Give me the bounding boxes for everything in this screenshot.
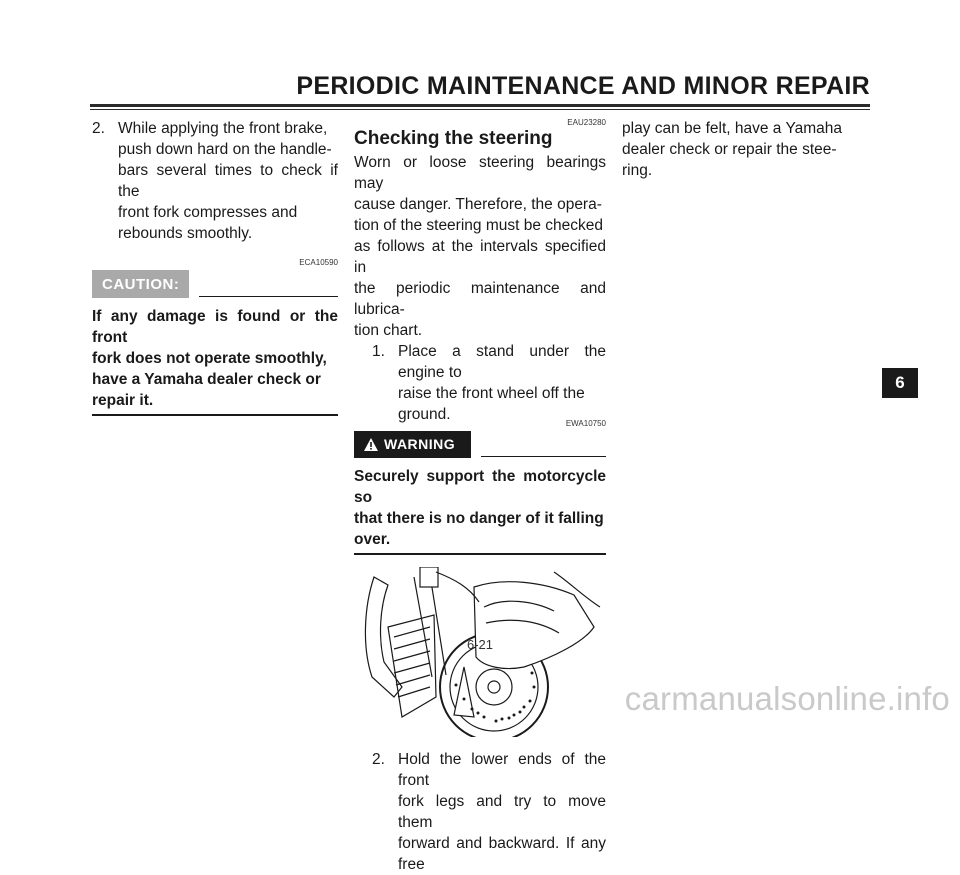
steering-step-2	[372, 749, 606, 875]
continued-paragraph	[622, 118, 872, 181]
caution-text	[92, 306, 338, 411]
chapter-tab: 6	[882, 368, 918, 398]
step-line: bars several times to check if the	[118, 162, 338, 200]
page-header-title: PERIODIC MAINTENANCE AND MINOR REPAIR	[296, 72, 870, 100]
page-number: 6-21	[466, 637, 494, 652]
intro-line: as follows at the intervals specified in	[354, 238, 606, 276]
step-number: 2.	[92, 120, 105, 137]
step-line: raise the front wheel off the	[398, 385, 585, 402]
step-line: Hold the lower ends of the front	[398, 750, 606, 789]
warning-line: Securely support the motorcycle so	[354, 468, 606, 506]
warning-line: that there is no danger of it falling	[354, 510, 604, 527]
caution-end-rule	[92, 414, 338, 416]
step-line: rebounds smoothly.	[118, 225, 253, 242]
caution-bar-line	[199, 296, 338, 298]
header-rule	[90, 104, 870, 107]
header-rule-thin	[90, 109, 870, 110]
step-line: ground.	[398, 406, 451, 423]
step-line: push down hard on the handle-	[118, 141, 332, 158]
continued-line: ring.	[622, 162, 653, 179]
step-line: forward and backward. If any free	[398, 834, 606, 873]
intro-line: tion of the steering must be checked	[354, 217, 604, 234]
continued-line: dealer check or repair the stee-	[622, 141, 837, 158]
right-column	[622, 118, 872, 181]
warning-label-box	[354, 431, 471, 458]
section-code: EAU23280	[567, 118, 606, 127]
intro-line: the periodic maintenance and lubrica-	[354, 280, 606, 318]
warning-label: WARNING	[384, 436, 456, 452]
left-column	[92, 118, 338, 416]
steering-step-1	[372, 341, 606, 425]
caution-label: CAUTION:	[92, 270, 189, 298]
intro-line: cause danger. Therefore, the opera-	[354, 196, 602, 213]
caution-line: have a Yamaha dealer check or	[92, 371, 321, 388]
step-text	[398, 341, 606, 425]
caution-line: repair it.	[92, 392, 154, 409]
section-heading: Checking the steering	[354, 128, 553, 149]
warning-line: over.	[354, 531, 391, 548]
step-text	[398, 749, 606, 875]
warning-bar-line	[481, 456, 606, 458]
intro-line: Worn or loose steering bearings may	[354, 154, 606, 192]
step-line: fork legs and try to move them	[398, 792, 606, 831]
step-line: While applying the front brake,	[118, 120, 328, 137]
step-number: 2.	[372, 750, 385, 768]
step-line: front fork compresses and	[118, 204, 298, 221]
step-number: 1.	[372, 343, 385, 360]
watermark: carmanualsonline.info	[624, 680, 950, 717]
caution-bar	[92, 270, 338, 298]
caution-line: If any damage is found or the front	[92, 308, 338, 346]
warning-text	[354, 466, 606, 550]
step-text	[118, 118, 338, 244]
caution-line: fork does not operate smoothly,	[92, 350, 327, 367]
intro-paragraph	[354, 152, 606, 341]
middle-column	[354, 118, 606, 875]
fork-check-step-2	[92, 118, 338, 244]
warning-triangle-icon	[364, 438, 378, 451]
warning-bar	[354, 431, 606, 458]
continued-line: play can be felt, have a Yamaha	[622, 120, 843, 137]
step-line: Place a stand under the engine to	[398, 343, 606, 381]
intro-line: tion chart.	[354, 322, 423, 339]
caution-code: ECA10590	[299, 258, 338, 267]
warning-end-rule	[354, 553, 606, 555]
warning-code: EWA10750	[565, 419, 606, 428]
